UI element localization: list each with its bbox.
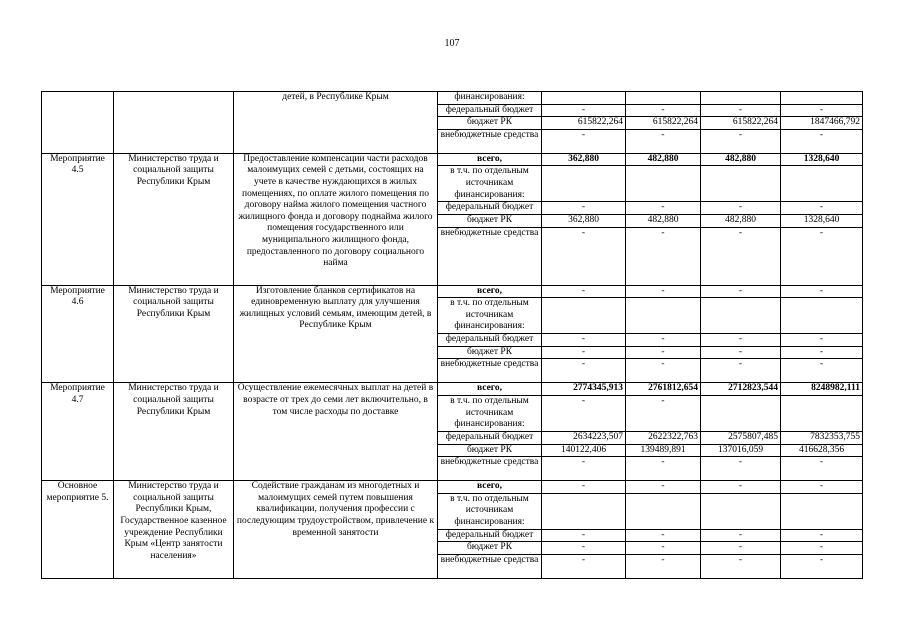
source-label: всего, xyxy=(438,383,542,396)
value-cell: - xyxy=(781,104,863,117)
source-label: всего, xyxy=(438,153,542,166)
value-cell: 2712823,544 xyxy=(701,383,781,396)
source-label: бюджет РК xyxy=(438,117,542,130)
value-cell: - xyxy=(701,481,781,494)
value-cell: 615822,264 xyxy=(701,117,781,130)
value-cell: - xyxy=(701,346,781,359)
value-cell: - xyxy=(781,334,863,347)
value-cell: 1847466,792 xyxy=(781,117,863,130)
value-cell: - xyxy=(542,334,626,347)
measure-description: Предоставление компенсации части расходов малоимущих семей с детьми, состоящих на учете в качестве нуждающихся в жилых помещениях, по оплате жилого помещения по договору найма жилого помещения частного жилищного фонда и договору поднайма жилого помещения государственного или муниципального жилищного фонда, предоставленного по договору социального найма xyxy=(234,153,438,285)
value-cell: 416628,356 xyxy=(781,444,863,457)
budget-table xyxy=(41,91,863,579)
value-cell: - xyxy=(626,542,701,555)
value-cell: - xyxy=(626,129,701,153)
source-label: федеральный бюджет xyxy=(438,529,542,542)
value-cell: - xyxy=(626,481,701,494)
measure-id: Мероприятие 4.7 xyxy=(42,383,114,481)
source-label: внебюджетные средства xyxy=(438,457,542,481)
value-cell: 140122,406 xyxy=(542,444,626,457)
source-label: бюджет РК xyxy=(438,214,542,227)
value-cell: 2634223,507 xyxy=(542,431,626,444)
value-cell: - xyxy=(542,104,626,117)
table-row xyxy=(42,92,863,105)
value-cell: - xyxy=(701,285,781,298)
source-label: федеральный бюджет xyxy=(438,334,542,347)
measure-description: Изготовление бланков сертификатов на единовременную выплату для улучшения жилищных условий семьям, имеющим детей, в Республике Крым xyxy=(234,285,438,383)
source-label: внебюджетные средства xyxy=(438,129,542,153)
source-label: бюджет РК xyxy=(438,542,542,555)
source-label: федеральный бюджет xyxy=(438,431,542,444)
value-cell: 2774345,913 xyxy=(542,383,626,396)
value-cell: 482,880 xyxy=(626,153,701,166)
value-cell: - xyxy=(781,554,863,578)
value-cell: - xyxy=(626,202,701,215)
measure-id: Мероприятие 4.6 xyxy=(42,285,114,383)
measure-id: Основное мероприятие 5. xyxy=(42,481,114,579)
source-label: бюджет РК xyxy=(438,444,542,457)
value-cell: - xyxy=(781,202,863,215)
measure-executor: Министерство труда и социальной защиты Республики Крым xyxy=(114,153,234,285)
value-cell: 362,880 xyxy=(542,214,626,227)
value-cell: - xyxy=(542,529,626,542)
source-label: федеральный бюджет xyxy=(438,202,542,215)
table-row xyxy=(42,285,863,298)
value-cell: - xyxy=(701,202,781,215)
value-cell: 615822,264 xyxy=(626,117,701,130)
value-cell: - xyxy=(626,554,701,578)
value-cell: 139489,891 xyxy=(626,444,701,457)
source-label: внебюджетные средства xyxy=(438,554,542,578)
source-label: в т.ч. по отдельным источникам финансирования: xyxy=(438,493,542,529)
value-cell: - xyxy=(781,227,863,285)
source-label: всего, xyxy=(438,285,542,298)
value-cell: - xyxy=(626,104,701,117)
value-cell: - xyxy=(542,554,626,578)
source-label: федеральный бюджет xyxy=(438,104,542,117)
value-cell: - xyxy=(701,129,781,153)
value-cell: 1328,640 xyxy=(781,153,863,166)
measure-description: Содействие гражданам из многодетных и малоимущих семей путем повышения квалификации, получения профессии с последующим трудоустройством, привлечение к временной занятости xyxy=(234,481,438,579)
value-cell: - xyxy=(542,202,626,215)
value-cell: - xyxy=(781,285,863,298)
source-label: в т.ч. по отдельным источникам финансирования: xyxy=(438,166,542,202)
value-cell: - xyxy=(542,395,626,431)
value-cell: - xyxy=(701,542,781,555)
table-row xyxy=(42,383,863,396)
value-cell: 482,880 xyxy=(626,214,701,227)
value-cell: - xyxy=(781,542,863,555)
measure-executor: Министерство труда и социальной защиты Республики Крым xyxy=(114,383,234,481)
value-cell: - xyxy=(626,457,701,481)
value-cell: - xyxy=(626,285,701,298)
value-cell: - xyxy=(626,529,701,542)
measure-description: детей, в Республике Крым xyxy=(234,92,438,154)
value-cell: - xyxy=(701,554,781,578)
value-cell: 137016,059 xyxy=(701,444,781,457)
value-cell: - xyxy=(626,395,701,431)
value-cell: - xyxy=(542,227,626,285)
value-cell: - xyxy=(781,346,863,359)
source-label: финансирования: xyxy=(438,92,542,105)
value-cell: - xyxy=(781,481,863,494)
source-label: всего, xyxy=(438,481,542,494)
source-label: бюджет РК xyxy=(438,346,542,359)
value-cell: - xyxy=(626,334,701,347)
value-cell: - xyxy=(542,346,626,359)
value-cell: - xyxy=(542,285,626,298)
measure-executor: Министерство труда и социальной защиты Республики Крым, Государственное казенное учреждение Республики Крым «Центр занятости населения» xyxy=(114,481,234,579)
value-cell: 2622322,763 xyxy=(626,431,701,444)
value-cell: - xyxy=(626,346,701,359)
value-cell: 482,880 xyxy=(701,153,781,166)
value-cell: - xyxy=(701,334,781,347)
value-cell: - xyxy=(542,359,626,383)
value-cell: 8248982,111 xyxy=(781,383,863,396)
source-label: в т.ч. по отдельным источникам финансирования: xyxy=(438,298,542,334)
value-cell: 7832353,755 xyxy=(781,431,863,444)
value-cell: - xyxy=(542,457,626,481)
value-cell: - xyxy=(781,457,863,481)
value-cell: 2761812,654 xyxy=(626,383,701,396)
value-cell: - xyxy=(781,529,863,542)
page-number: 107 xyxy=(444,38,460,49)
value-cell: - xyxy=(701,529,781,542)
value-cell: - xyxy=(701,359,781,383)
source-label: в т.ч. по отдельным источникам финансирования: xyxy=(438,395,542,431)
table-row xyxy=(42,481,863,494)
value-cell: - xyxy=(542,542,626,555)
value-cell: - xyxy=(626,227,701,285)
value-cell: - xyxy=(701,457,781,481)
value-cell: - xyxy=(781,129,863,153)
measure-executor: Министерство труда и социальной защиты Республики Крым xyxy=(114,285,234,383)
value-cell: 2575807,485 xyxy=(701,431,781,444)
value-cell: - xyxy=(701,227,781,285)
value-cell: - xyxy=(542,481,626,494)
value-cell: 1328,640 xyxy=(781,214,863,227)
measure-description: Осуществление ежемесячных выплат на детей в возрасте от трех до семи лет включительно, в том числе расходы по доставке xyxy=(234,383,438,481)
value-cell: 482,880 xyxy=(701,214,781,227)
value-cell: - xyxy=(701,104,781,117)
value-cell: 362,880 xyxy=(542,153,626,166)
source-label: внебюджетные средства xyxy=(438,227,542,285)
value-cell: - xyxy=(781,359,863,383)
value-cell: - xyxy=(626,359,701,383)
value-cell: - xyxy=(542,129,626,153)
value-cell: 615822,264 xyxy=(542,117,626,130)
source-label: внебюджетные средства xyxy=(438,359,542,383)
measure-id: Мероприятие 4.5 xyxy=(42,153,114,285)
table-row xyxy=(42,153,863,166)
